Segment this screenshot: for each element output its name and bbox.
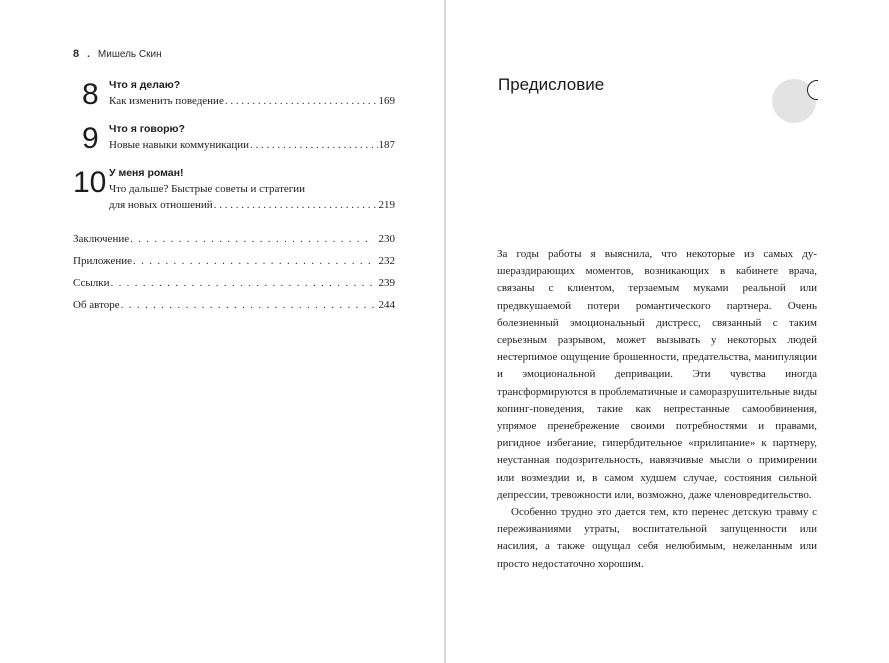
- toc-line: [109, 197, 395, 213]
- separator-dot: .: [87, 48, 90, 60]
- dot-leader: [250, 137, 378, 153]
- toc-entry[interactable]: [73, 272, 395, 294]
- author-name: Мишель Скин: [97, 48, 162, 60]
- toc-entry-title: Ссылки: [73, 277, 110, 289]
- toc-page-ref: 239: [378, 277, 395, 289]
- toc-page-ref: 219: [378, 199, 395, 211]
- section-title: Предисловие: [498, 75, 605, 94]
- toc-entry[interactable]: [73, 228, 395, 250]
- toc-endmatter: [73, 228, 395, 316]
- dot-leader: [130, 228, 373, 250]
- toc-line: [109, 137, 395, 153]
- chapter-number: 10: [73, 166, 107, 199]
- toc-entry[interactable]: [73, 294, 395, 316]
- toc-page-ref: 230: [378, 233, 395, 245]
- paragraph: Особенно трудно это дается тем, кто перенес детскую травму с переживаниями утраты, воспитательной запущенности или насилия, а также ощущал себя нелюбимым, нежеланным или просто недостаточно хорошим.: [497, 506, 817, 570]
- toc-line: [109, 93, 395, 109]
- chapter-title: Что я говорю?: [109, 123, 185, 135]
- toc-line-text: для новых отношений: [109, 199, 213, 211]
- toc-entry[interactable]: [73, 250, 395, 272]
- toc-entry-title: Приложение: [73, 255, 133, 267]
- toc-page-ref: 244: [378, 299, 395, 311]
- toc-line-text: Что дальше? Быстрые советы и стратегии: [109, 183, 306, 195]
- dot-leader: [214, 197, 378, 213]
- body-text: [497, 246, 817, 573]
- left-page: [0, 0, 444, 663]
- running-head: [73, 47, 162, 61]
- dot-leader: [110, 272, 373, 294]
- decorative-circles-icon: [772, 78, 818, 124]
- toc-line-text: Как изменить поведение: [109, 95, 224, 107]
- chapter-title: У меня роман!: [109, 167, 184, 179]
- toc-line: [109, 181, 395, 197]
- toc-page-ref: 187: [378, 139, 395, 151]
- toc-page-ref: 232: [378, 255, 395, 267]
- dot-leader: [121, 294, 374, 316]
- toc-line-text: Новые навыки коммуникации: [109, 139, 249, 151]
- toc-entry-title: Заключение: [73, 233, 130, 245]
- chapter-number: 9: [82, 122, 99, 155]
- dot-leader: [225, 93, 378, 109]
- dot-leader: [133, 250, 373, 272]
- page-number: 8: [73, 48, 80, 60]
- paragraph: За годы работы я выяснила, что некоторые из самых душераздирающих моментов, возникающих в кабинете врача, связаны с клиентом, терзаемым муками реальной или предвкушаемой потери романтического партнера. Очень болезненный эмоциональный дистресс, связанный с таким серьезным разрывом, может вызывать у некоторых людей нестерпимое ощущение брошенности, предательства, манипуляции и эмоциональной депривации. Эти чувства иногда трансформируются в проблематичные и саморазрушительные виды копинг-поведения, такие как непрестанные самообвинения, упрямое пренебрежение своими потребностями и правами, ригидное избегание, гипербдительное «прилипание» к партнеру, неустанная подозрительность, навязчивые мысли о примирении или возмездии и, в самом худшем случае, состояния сильной депрессии, тревожности или, возможно, даже членовредительство.: [497, 248, 817, 501]
- toc-entry-title: Об авторе: [73, 299, 120, 311]
- chapter-number: 8: [82, 78, 99, 111]
- toc-page-ref: 169: [378, 95, 395, 107]
- chapter-title: Что я делаю?: [109, 79, 181, 91]
- right-page: [446, 0, 889, 663]
